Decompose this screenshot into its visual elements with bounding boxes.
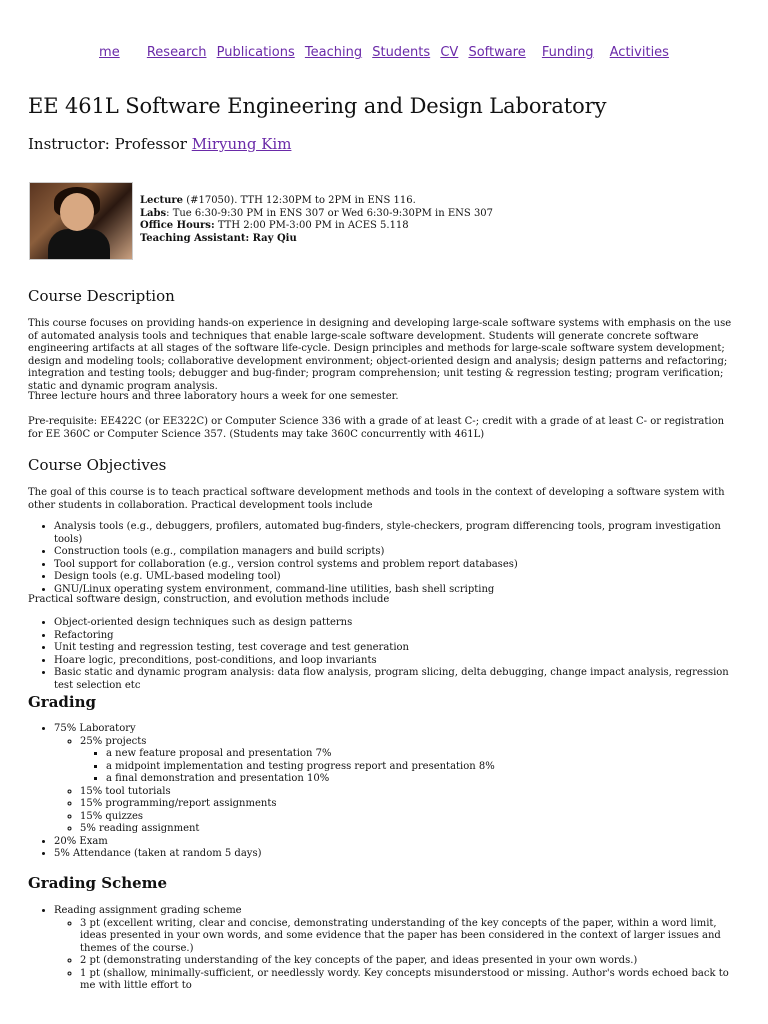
list-item: ◦ 1 pt (shallow, minimally-sufficient, or needlessly wordy. Key concepts misunderstood or missing. Author's words echoed back to me with little effort to [80, 968, 740, 993]
labs-line [140, 208, 493, 221]
nav-link-teaching[interactable]: Teaching [304, 45, 363, 60]
nav-link-activities[interactable]: Activities [609, 45, 669, 60]
instructor-photo [29, 182, 133, 260]
nav-link-funding[interactable]: Funding [541, 45, 594, 60]
instructor-line [28, 135, 291, 153]
heading-course-description: Course Description [28, 287, 175, 305]
lecture-line [140, 195, 493, 208]
heading-grading-scheme: Grading Scheme [28, 874, 168, 892]
office-hours-label: Office Hours: [140, 220, 215, 231]
ta-line [140, 233, 493, 246]
top-nav [0, 45, 768, 60]
list-item: • Construction tools (e.g., compilation managers and build scripts) [54, 546, 740, 559]
list-item: ◦ 2 pt (demonstrating understanding of the key concepts of the paper, and ideas presented in your own words.) [80, 955, 740, 968]
list-item: ▪ a final demonstration and presentation 10% [106, 773, 740, 786]
list-item: • GNU/Linux operating system environment, command-line utilities, bash shell scripting [54, 584, 740, 597]
nav-link-publications[interactable]: Publications [216, 45, 295, 60]
grading-scheme-item: Reading assignment grading scheme [54, 905, 242, 916]
tools-list [28, 521, 740, 596]
nav-link-cv[interactable]: CV [440, 45, 459, 60]
list-item: • 5% Attendance (taken at random 5 days) [54, 848, 740, 861]
list-item: • Object-oriented design techniques such as design patterns [54, 617, 740, 630]
methods-list [28, 617, 740, 692]
list-item: ◦ 5% reading assignment [80, 823, 740, 836]
course-info [140, 195, 493, 245]
lecture-label: Lecture [140, 195, 184, 206]
page-title: EE 461L Software Engineering and Design Laboratory [28, 94, 607, 118]
labs-label: Labs [140, 207, 167, 219]
list-item: • Basic static and dynamic program analysis: data flow analysis, program slicing, delta debugging, change impact analysis, regression test selection etc [54, 667, 740, 692]
description-paragraph: This course focuses on providing hands-on experience in designing and developing large-scale software systems with emphasis on the use of automated analysis tools and techniques that enable large-scale software development. Students will generate concrete software engineering artifacts at all stages of the software life-cycle. Design principles and methods for large-scale software system development; design and modeling tools; collaborative development environment; object-oriented design and analysis; design patterns and refactoring; integration and testing tools; debugger and bug-finder; program comprehension; unit testing & regression testing; program verification; static and dynamic program analysis. [28, 318, 732, 392]
list-item: • Tool support for collaboration (e.g., version control systems and problem report databases) [54, 559, 740, 572]
list-item: • Unit testing and regression testing, test coverage and test generation [54, 642, 740, 655]
grading-scheme-list [28, 905, 740, 993]
instructor-name-link[interactable]: Miryung Kim [191, 135, 292, 153]
list-item: • Hoare logic, preconditions, post-conditions, and loop invariants [54, 655, 740, 668]
prerequisite-paragraph: Pre-requisite: EE422C (or EE322C) or Computer Science 336 with a grade of at least C-; credit with a grade of at least C- or registration for EE 360C or Computer Science 357. (Students may take 360C concurrently with 461L) [28, 416, 725, 440]
labs-text: : Tue 6:30-9:30 PM in ENS 307 or Wed 6:30-9:30PM in ENS 307 [166, 207, 494, 219]
heading-grading: Grading [28, 693, 97, 711]
grading-projects: 25% projects [80, 735, 147, 747]
objectives-intro: The goal of this course is to teach practical software development methods and tools in the context of developing a software system with other students in collaboration. Practical development tools include [28, 487, 725, 511]
list-item: • Analysis tools (e.g., debuggers, profilers, automated bug-finders, style-checkers, program differencing tools, program investigation tools) [54, 521, 740, 546]
grading-lab: 75% Laboratory [54, 723, 136, 734]
lecture-text: (#17050). TTH 12:30PM to 2PM in ENS 116. [183, 195, 416, 206]
list-item: • 20% Exam [54, 836, 740, 849]
nav-link-software[interactable]: Software [468, 45, 526, 60]
list-item: • Refactoring [54, 630, 740, 643]
instructor-prefix: Instructor: Professor [28, 135, 187, 153]
grading-list [28, 723, 740, 861]
list-item: ◦ 15% tool tutorials [80, 786, 740, 799]
list-item [54, 905, 740, 993]
nav-link-me[interactable]: me [99, 45, 120, 60]
office-hours-line [140, 220, 493, 233]
office-hours-text: TTH 2:00 PM-3:00 PM in ACES 5.118 [214, 220, 409, 231]
methods-intro: Practical software design, construction, and evolution methods include [28, 594, 390, 605]
list-item: ▪ a midpoint implementation and testing progress report and presentation 8% [106, 761, 740, 774]
list-item: ▪ a new feature proposal and presentation 7% [106, 748, 740, 761]
ta-text: Teaching Assistant: Ray Qiu [140, 232, 297, 244]
list-item [54, 723, 740, 836]
photo-body-shape [48, 229, 110, 259]
photo-face-shape [60, 193, 94, 231]
list-item: ◦ 15% quizzes [80, 811, 740, 824]
nav-link-students[interactable]: Students [372, 45, 431, 60]
nav-link-research[interactable]: Research [146, 45, 207, 60]
heading-course-objectives: Course Objectives [28, 456, 167, 474]
list-item: • Design tools (e.g. UML-based modeling tool) [54, 571, 740, 584]
list-item: ◦ 15% programming/report assignments [80, 798, 740, 811]
hours-paragraph: Three lecture hours and three laboratory hours a week for one semester. [28, 391, 399, 402]
list-item [80, 736, 740, 786]
list-item: ◦ 3 pt (excellent writing, clear and concise, demonstrating understanding of the key concepts of the paper, within a word limit, ideas presented in your own words, and some evidence that the paper has been considered in the context of larger issues and themes of the course.) [80, 918, 740, 956]
